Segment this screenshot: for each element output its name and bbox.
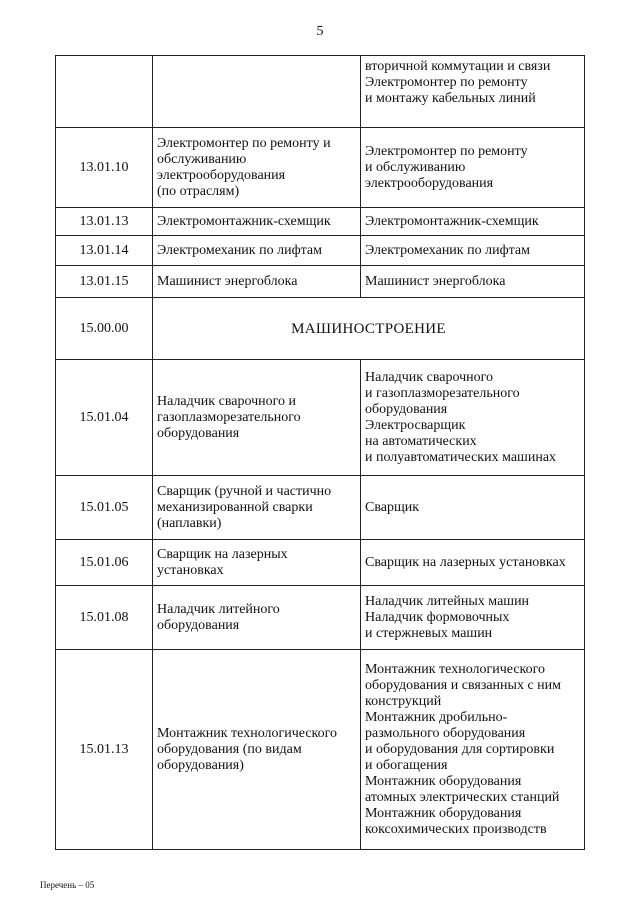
qualification-cell xyxy=(361,128,585,208)
cell-line: (наплавки) xyxy=(157,515,222,531)
profession-cell xyxy=(153,266,361,298)
code-cell: 15.01.08 xyxy=(56,586,153,650)
cell-line: Электромонтер по ремонту и xyxy=(157,135,331,151)
table-row xyxy=(56,540,585,586)
qualification-cell xyxy=(361,56,585,128)
profession-cell xyxy=(153,128,361,208)
cell-line: Монтажник дробильно- xyxy=(365,709,508,725)
cell-line: конструкций xyxy=(365,693,442,709)
code-cell: 15.01.13 xyxy=(56,650,153,850)
table-row xyxy=(56,298,585,360)
profession-cell xyxy=(153,236,361,266)
table-row xyxy=(56,128,585,208)
cell-line: и стержневых машин xyxy=(365,625,493,641)
cell-line: (по отраслям) xyxy=(157,183,240,199)
code-cell: 15.01.05 xyxy=(56,476,153,540)
cell-line: Машинист энергоблока xyxy=(365,273,506,289)
cell-line: Электромеханик по лифтам xyxy=(365,242,531,258)
profession-cell xyxy=(153,540,361,586)
footer-note: Перечень – 05 xyxy=(40,880,95,890)
cell-line: Электросварщик xyxy=(365,417,466,433)
cell-line: установках xyxy=(157,562,224,578)
cell-line: Сварщик (ручной и частично xyxy=(157,483,332,499)
cell-line: оборудования (по видам xyxy=(157,741,302,757)
code-cell: 15.01.06 xyxy=(56,540,153,586)
professions-table xyxy=(55,55,585,850)
code-cell: 15.01.04 xyxy=(56,360,153,476)
cell-line: Наладчик литейных машин xyxy=(365,593,530,609)
cell-line: на автоматических xyxy=(365,433,477,449)
cell-line: оборудования xyxy=(157,617,240,633)
cell-line: Наладчик литейного xyxy=(157,601,280,617)
cell-line: оборудования) xyxy=(157,757,244,773)
table-row xyxy=(56,208,585,236)
cell-line: Электромонтер по ремонту xyxy=(365,75,528,90)
cell-line: атомных электрических станций xyxy=(365,789,560,805)
table-row xyxy=(56,236,585,266)
cell-line: и оборудования для сортировки xyxy=(365,741,555,757)
cell-line: Наладчик сварочного xyxy=(365,369,494,385)
profession-cell xyxy=(153,586,361,650)
cell-line: Монтажник технологического xyxy=(157,725,338,741)
profession-cell xyxy=(153,208,361,236)
cell-line: электрооборудования xyxy=(157,167,286,183)
cell-line: Сварщик на лазерных xyxy=(157,546,288,562)
cell-line: Электромонтажник-схемщик xyxy=(365,213,539,229)
cell-line: Сварщик на лазерных установках xyxy=(365,554,566,570)
profession-cell xyxy=(153,650,361,850)
code-cell: 15.00.00 xyxy=(56,298,153,360)
profession-cell xyxy=(153,476,361,540)
qualification-cell xyxy=(361,650,585,850)
profession-cell xyxy=(153,360,361,476)
cell-line: оборудования и связанных с ним xyxy=(365,677,562,693)
table-row xyxy=(56,360,585,476)
code-cell: 13.01.13 xyxy=(56,208,153,236)
qualification-cell xyxy=(361,208,585,236)
qualification-cell xyxy=(361,540,585,586)
cell-line: механизированной сварки xyxy=(157,499,313,515)
cell-line: размольного оборудования xyxy=(365,725,526,741)
page-number: 5 xyxy=(316,24,324,39)
cell-line: и монтажу кабельных линий xyxy=(365,91,536,106)
table-row xyxy=(56,586,585,650)
code-cell: 13.01.14 xyxy=(56,236,153,266)
cell-line: Монтажник оборудования xyxy=(365,773,522,789)
cell-line: Машинист энергоблока xyxy=(157,273,298,289)
cell-line: оборудования xyxy=(157,425,240,441)
cell-line: оборудования xyxy=(365,401,448,417)
cell-line: коксохимических производств xyxy=(365,821,547,837)
cell-line: Наладчик сварочного и xyxy=(157,393,297,409)
cell-line: Монтажник оборудования xyxy=(365,805,522,821)
qualification-cell xyxy=(361,476,585,540)
code-cell xyxy=(56,56,153,128)
code-cell: 13.01.15 xyxy=(56,266,153,298)
cell-line: Электромонтажник-схемщик xyxy=(157,213,331,229)
cell-line: Сварщик xyxy=(365,499,420,515)
qualification-cell xyxy=(361,360,585,476)
cell-line: и обслуживанию xyxy=(365,159,466,175)
table-row xyxy=(56,476,585,540)
qualification-cell xyxy=(361,236,585,266)
qualification-cell xyxy=(361,266,585,298)
table-row xyxy=(56,650,585,850)
cell-line: газоплазморезательного xyxy=(157,409,301,425)
table-row xyxy=(56,266,585,298)
cell-line: и обогащения xyxy=(365,757,448,773)
cell-line: обслуживанию xyxy=(157,151,247,167)
profession-cell xyxy=(153,56,361,128)
cell-line: Электромонтер по ремонту xyxy=(365,143,528,159)
section-heading: МАШИНОСТРОЕНИЕ xyxy=(153,298,585,360)
cell-line: Электромеханик по лифтам xyxy=(157,242,323,258)
cell-line: и полуавтоматических машинах xyxy=(365,449,557,465)
qualification-cell xyxy=(361,586,585,650)
code-cell: 13.01.10 xyxy=(56,128,153,208)
cell-line: Наладчик формовочных xyxy=(365,609,510,625)
cell-line: вторичной коммутации и связи xyxy=(365,59,551,74)
cell-line: Монтажник технологического xyxy=(365,661,546,677)
table-row xyxy=(56,56,585,128)
cell-line: и газоплазморезательного xyxy=(365,385,520,401)
cell-line: электрооборудования xyxy=(365,175,494,191)
